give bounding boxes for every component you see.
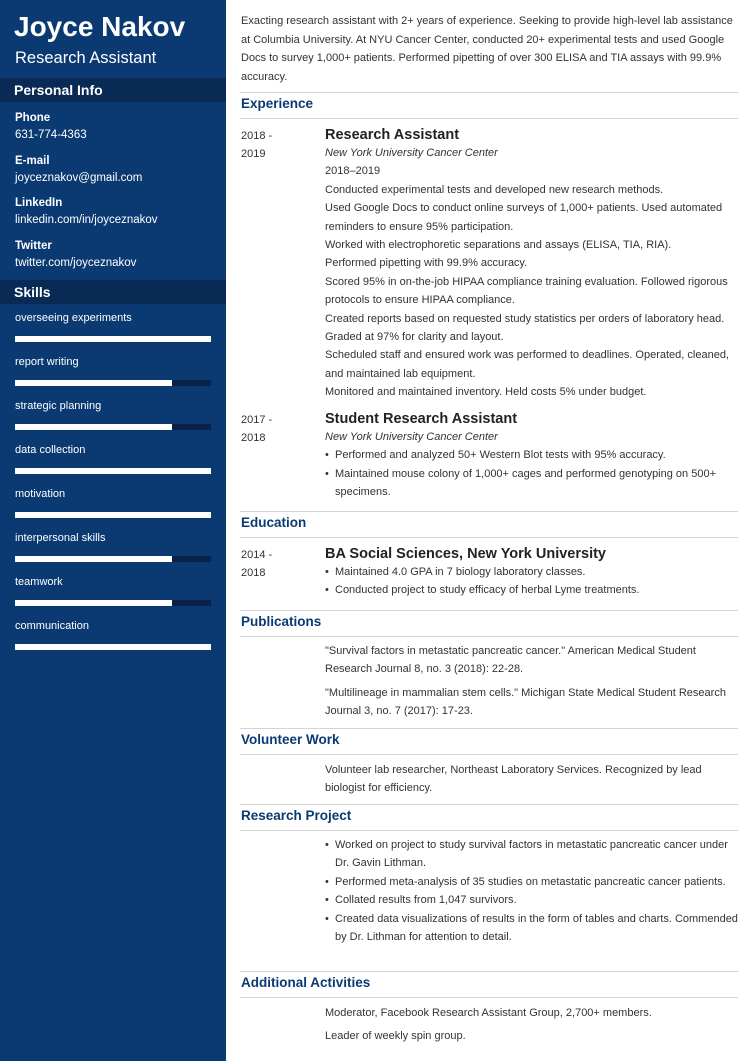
research-project-heading: Research Project — [241, 808, 352, 823]
skills-heading: Skills — [0, 280, 226, 304]
divider — [240, 754, 738, 755]
skill-level-bar — [15, 644, 211, 650]
job-bullets — [325, 446, 740, 501]
job-line: Performed pipetting with 99.9% accuracy. — [325, 257, 528, 270]
skill-level-fill — [15, 600, 172, 606]
skill-level-fill — [15, 556, 172, 562]
job-line: Created reports based on requested study statistics per orders of laboratory head. Graded at 97% for clarity and layout. — [325, 312, 725, 344]
list-item: • Performed meta-analysis of 35 studies on metastatic pancreatic cancer patients. — [325, 873, 740, 891]
degree-title: BA Social Sciences, New York University — [325, 546, 606, 562]
activities-list — [325, 1004, 740, 1051]
email-item — [15, 153, 226, 196]
education-date-start: 2014 - — [241, 549, 273, 561]
candidate-title: Research Assistant — [15, 49, 157, 67]
skill-level-fill — [15, 336, 211, 342]
divider — [240, 728, 738, 729]
skill-level-bar — [15, 336, 211, 342]
divider — [240, 537, 738, 538]
divider — [240, 971, 738, 972]
job-dates — [241, 127, 301, 163]
skill-item — [0, 568, 226, 612]
skill-name: overseeing experiments — [15, 312, 132, 324]
job-date-start: 2017 - — [241, 414, 273, 426]
linkedin-value: linkedin.com/in/joyceznakov — [15, 214, 158, 226]
skill-name: data collection — [15, 444, 86, 456]
education-entry — [325, 545, 740, 600]
skill-level-fill — [15, 644, 211, 650]
skill-level-fill — [15, 424, 172, 430]
skill-item — [0, 304, 226, 348]
skill-level-bar — [15, 600, 211, 606]
skill-item — [0, 524, 226, 568]
skill-level-bar — [15, 380, 211, 386]
activity-item: Leader of weekly spin group. — [325, 1030, 466, 1043]
skill-level-bar — [15, 468, 211, 474]
job-title: Research Assistant — [325, 127, 460, 143]
job-entry — [325, 410, 740, 502]
job-period: 2018–2019 — [325, 165, 381, 178]
job-line: Scheduled staff and ensured work was performed to deadlines. Operated, cleaned, and maintained lab equipment. — [325, 349, 729, 380]
job-title: Student Research Assistant — [325, 411, 518, 427]
divider — [240, 118, 738, 119]
volunteer-text: Volunteer lab researcher, Northeast Laboratory Services. Recognized by lead biologist for efficiency. — [325, 764, 702, 795]
divider — [240, 92, 738, 93]
twitter-label: Twitter — [15, 239, 52, 252]
research-project-bullets — [325, 836, 740, 946]
divider — [240, 636, 738, 637]
publications-heading: Publications — [241, 614, 322, 629]
skill-item — [0, 392, 226, 436]
job-organization: New York University Cancer Center — [325, 431, 498, 443]
list-item: • Performed and analyzed 50+ Western Blot tests with 95% accuracy. — [325, 446, 740, 464]
email-value: joyceznakov@gmail.com — [15, 171, 143, 184]
linkedin-item — [15, 195, 226, 238]
skill-level-fill — [15, 380, 172, 386]
sidebar — [0, 0, 226, 1061]
job-date-end: 2018 — [241, 432, 266, 444]
skill-item — [0, 348, 226, 392]
list-item: • Maintained mouse colony of 1,000+ cages and performed genotyping on 500+ specimens. — [325, 465, 740, 502]
skill-level-fill — [15, 468, 211, 474]
education-dates — [241, 546, 301, 582]
linkedin-label: LinkedIn — [15, 197, 63, 209]
list-item: • Maintained 4.0 GPA in 7 biology laboratory classes. — [325, 563, 740, 581]
publications-list — [325, 642, 740, 726]
activity-item: Moderator, Facebook Research Assistant Group, 2,700+ members. — [325, 1007, 652, 1019]
phone-value: 631-774-4363 — [15, 129, 87, 141]
divider — [240, 511, 738, 512]
skill-item — [0, 612, 226, 656]
job-dates — [241, 411, 301, 447]
job-line: Conducted experimental tests and developed new research methods. — [325, 183, 664, 196]
list-item: • Worked on project to study survival factors in metastatic pancreatic cancer under Dr. Gavin Lithman. — [325, 836, 740, 873]
skill-name: motivation — [15, 488, 66, 500]
skills-list — [0, 304, 226, 656]
divider — [240, 997, 738, 998]
twitter-item — [15, 238, 226, 281]
list-item: • Created data visualizations of results in the form of tables and charts. Commended by Dr. Lithman for attention to detail. — [325, 910, 740, 947]
candidate-name: Joyce Nakov — [14, 11, 186, 42]
education-bullets — [325, 563, 740, 600]
list-item: • Collated results from 1,047 survivors. — [325, 891, 740, 909]
volunteer-heading: Volunteer Work — [241, 732, 340, 747]
main-content — [226, 0, 750, 1061]
job-date-end: 2019 — [241, 148, 266, 160]
additional-activities-heading: Additional Activities — [241, 975, 371, 990]
job-date-start: 2018 - — [241, 130, 273, 142]
divider — [240, 830, 738, 831]
phone-label: Phone — [15, 112, 51, 124]
job-organization: New York University Cancer Center — [325, 147, 498, 159]
skill-name: teamwork — [15, 576, 63, 588]
skill-level-bar — [15, 556, 211, 562]
twitter-value: twitter.com/joyceznakov — [15, 256, 137, 269]
job-line: Used Google Docs to conduct online surveys of 1,000+ patients. Used automated reminders to ensure 95% participation. — [325, 202, 723, 233]
list-item: • Conducted project to study efficacy of herbal Lyme treatments. — [325, 581, 740, 599]
email-label: E-mail — [15, 154, 50, 167]
skill-name: report writing — [15, 356, 79, 368]
education-heading: Education — [241, 515, 307, 530]
skill-level-bar — [15, 424, 211, 430]
divider — [240, 804, 738, 805]
skill-item — [0, 436, 226, 480]
skill-item — [0, 480, 226, 524]
experience-heading: Experience — [241, 96, 314, 111]
skill-level-bar — [15, 512, 211, 518]
personal-info-list — [0, 102, 226, 280]
phone-item — [15, 110, 226, 153]
divider — [240, 610, 738, 611]
summary-text: Exacting research assistant with 2+ years of experience. Seeking to provide high-level lab assistance at Columbia University. At NYU Cancer Center, conducted 20+ experimental tests and used Google Docs to survey 1,000+ patients. Performed pipetting of over 300 ELISA and TIA assays with 99.9% accuracy. — [241, 15, 733, 83]
skill-level-fill — [15, 512, 211, 518]
job-line: Monitored and maintained inventory. Held costs 5% under budget. — [325, 386, 647, 399]
skill-name: strategic planning — [15, 400, 102, 412]
skill-name: interpersonal skills — [15, 532, 106, 544]
education-date-end: 2018 — [241, 567, 266, 579]
personal-info-heading: Personal Info — [0, 78, 226, 102]
skill-name: communication — [15, 620, 89, 632]
job-line: Worked with electrophoretic separations and assays (ELISA, TIA, RIA). — [325, 239, 672, 252]
job-entry — [325, 126, 740, 402]
job-line: Scored 95% in on-the-job HIPAA compliance training evaluation. Followed rigorous protocols to ensure HIPAA compliance. — [325, 275, 728, 307]
publication-item: "Multilineage in mammalian stem cells." Michigan State Medical Student Research Journal 3, no. 7 (2017): 17-23. — [325, 686, 726, 718]
publication-item: "Survival factors in metastatic pancreatic cancer." American Medical Student Research Journal 8, no. 3 (2018): 22-28. — [325, 645, 696, 676]
